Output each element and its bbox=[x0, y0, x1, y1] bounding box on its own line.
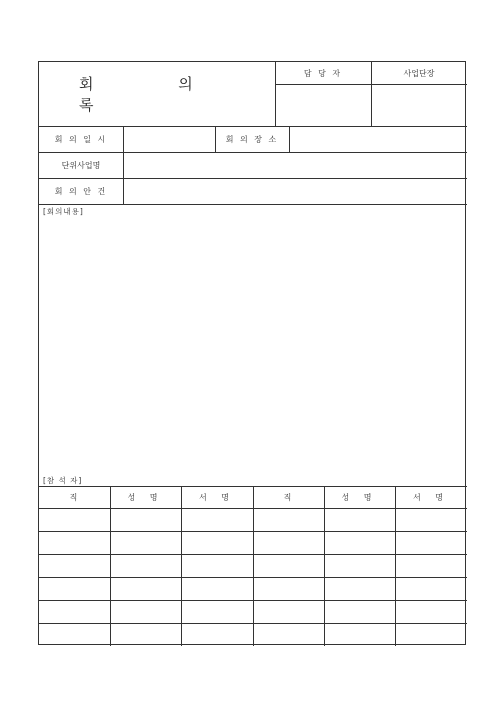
content-label: [회의내용] bbox=[43, 207, 84, 216]
attendees-row-line bbox=[39, 577, 467, 578]
attendees-header-signature-2: 서 명 bbox=[413, 492, 449, 502]
attendees-row-line bbox=[39, 623, 467, 624]
attendees-header-position-2: 직 bbox=[283, 492, 294, 502]
attendees-col-line bbox=[324, 486, 325, 646]
approval-stamp-manager[interactable] bbox=[275, 84, 371, 126]
attendees-row-line bbox=[39, 600, 467, 601]
approval-label-director: 사업단장 bbox=[403, 68, 435, 78]
attendees-row-line bbox=[39, 508, 467, 509]
attendees-col-line bbox=[253, 486, 254, 646]
agenda-field[interactable] bbox=[123, 178, 467, 204]
attendees-col-line bbox=[181, 486, 182, 646]
meeting-date-field[interactable] bbox=[123, 126, 215, 152]
attendees-header-signature: 서 명 bbox=[199, 492, 235, 502]
row3-line bbox=[39, 204, 467, 205]
meeting-content-area[interactable] bbox=[39, 216, 467, 472]
attendees-col-line bbox=[110, 486, 111, 646]
attendees-label: [참 석 자] bbox=[43, 476, 83, 485]
meeting-place-field[interactable] bbox=[289, 126, 467, 152]
attendees-row-line bbox=[39, 531, 467, 532]
attendees-col-line bbox=[395, 486, 396, 646]
approval-stamp-director[interactable] bbox=[371, 84, 467, 126]
project-name-field[interactable] bbox=[123, 152, 467, 178]
meeting-minutes-form bbox=[38, 61, 466, 645]
attendees-header-name-2: 성 명 bbox=[341, 492, 378, 502]
meeting-place-label: 회 의 장 소 bbox=[225, 134, 279, 144]
attendees-header-position: 직 bbox=[69, 492, 80, 502]
attendees-table bbox=[39, 486, 467, 646]
approval-label-manager: 담 당 자 bbox=[303, 68, 343, 78]
agenda-label: 회 의 안 건 bbox=[54, 186, 108, 196]
meeting-date-label: 회 의 일 시 bbox=[54, 134, 108, 144]
project-name-label: 단위사업명 bbox=[61, 160, 101, 170]
attendees-header-name: 성 명 bbox=[127, 492, 164, 502]
page-title: 회 의 록 bbox=[79, 75, 233, 114]
attendees-row-line bbox=[39, 554, 467, 555]
